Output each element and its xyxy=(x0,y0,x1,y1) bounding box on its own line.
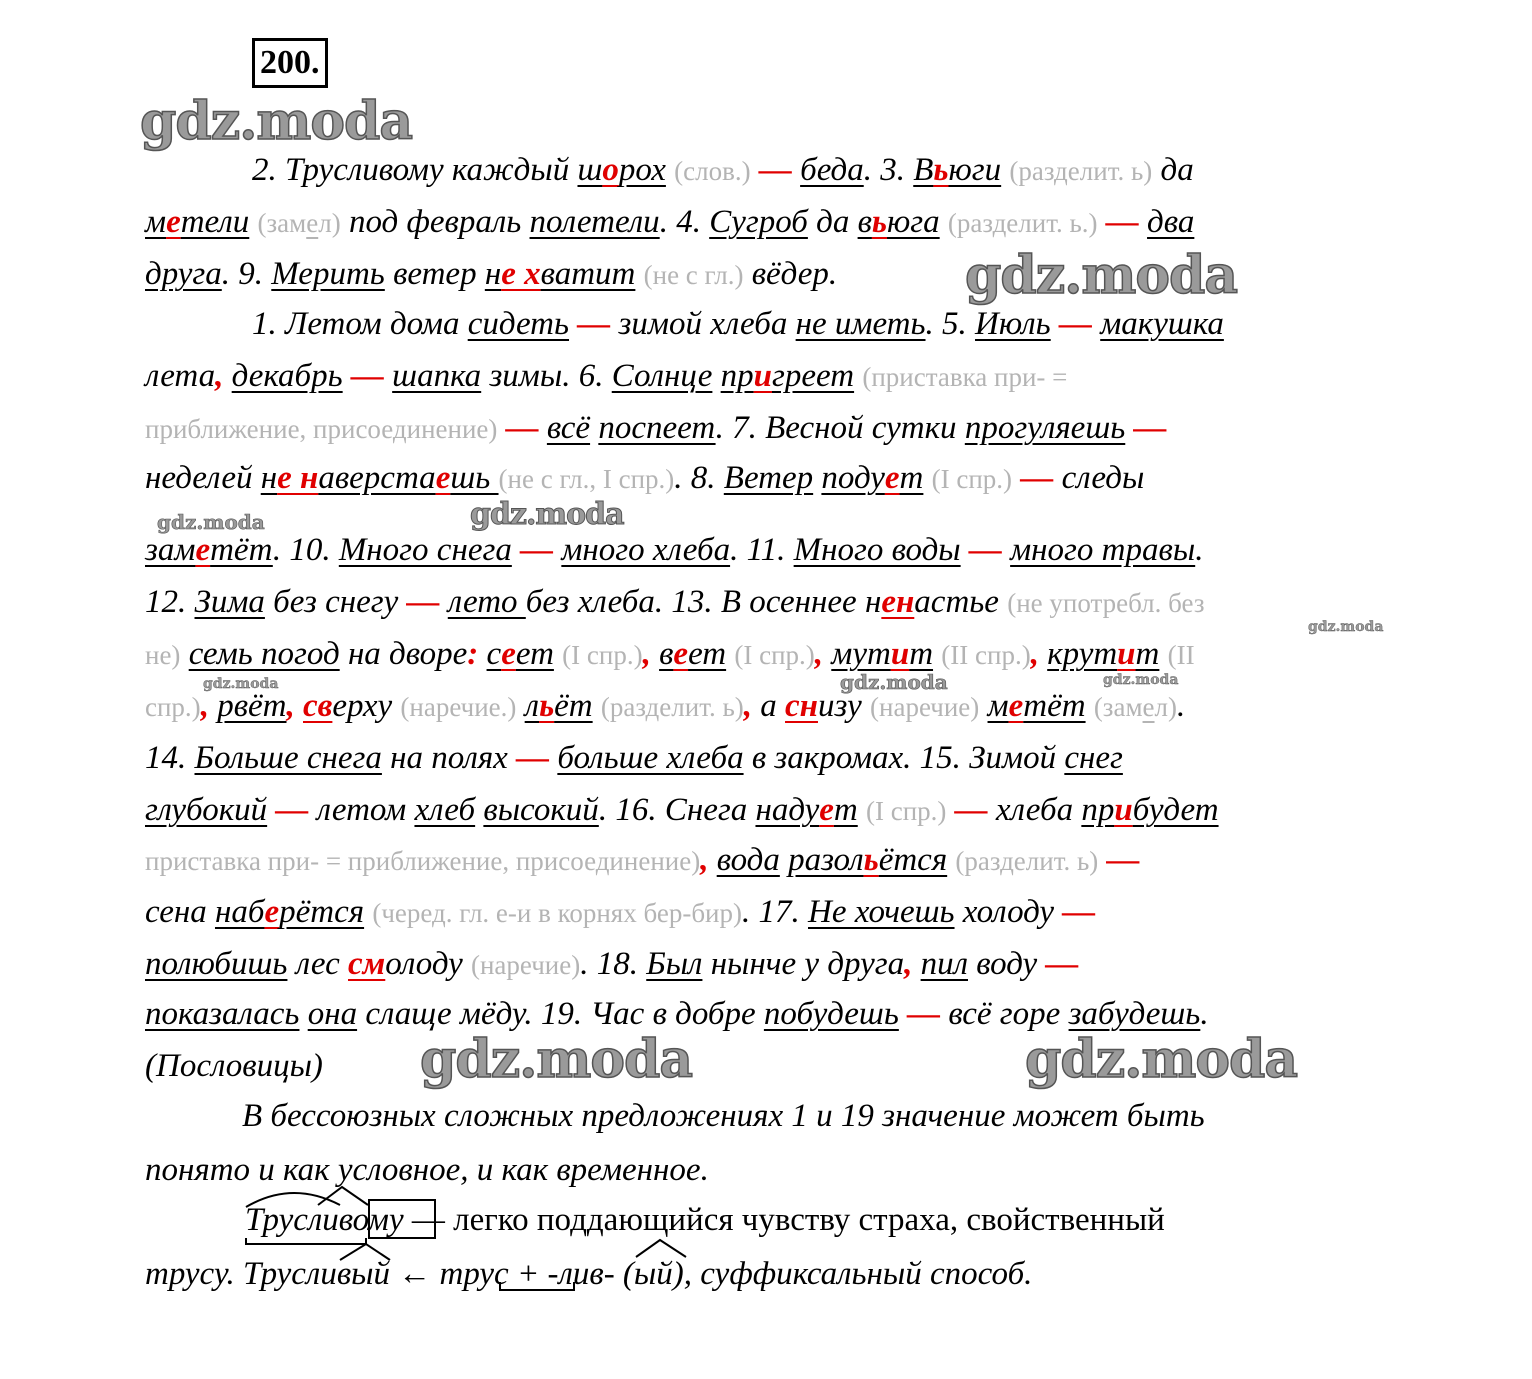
text-fragment: она xyxy=(307,996,358,1032)
grammar-note: е xyxy=(306,208,319,238)
highlighted-spelling: е xyxy=(195,532,211,568)
text-fragment: да xyxy=(1152,152,1194,188)
text-fragment: показалась xyxy=(145,996,300,1032)
text-fragment: слаще мёду. 19. Час в добре xyxy=(357,996,764,1032)
text-fragment: ш xyxy=(577,152,603,188)
highlighted-spelling: св xyxy=(303,688,333,724)
text-fragment: мут xyxy=(831,636,891,672)
text-fragment: Ветер xyxy=(723,460,814,496)
highlighted-spelling: е xyxy=(264,894,280,930)
text-fragment: зам xyxy=(145,532,196,568)
text-fragment: два xyxy=(1147,204,1195,240)
highlighted-spelling: — xyxy=(1105,204,1139,240)
text-fragment: наб xyxy=(214,894,265,930)
highlighted-spelling: е н xyxy=(277,460,319,496)
text-fragment: на дворе xyxy=(339,636,468,672)
text-fragment: семь погод xyxy=(188,636,340,672)
grammar-note: (не с гл.) xyxy=(643,260,744,290)
text-fragment: ветер xyxy=(384,256,485,292)
text-fragment: наду xyxy=(755,792,820,828)
text-fragment: полетели xyxy=(529,204,660,240)
grammar-note: (I спр.) xyxy=(562,640,643,670)
highlighted-spelling: о xyxy=(602,152,619,188)
text-fragment: Много снега xyxy=(338,532,512,568)
text-fragment: много травы xyxy=(1010,532,1196,568)
text-fragment: неделей xyxy=(145,460,261,496)
text-fragment: полюбишь xyxy=(145,946,288,982)
text-fragment: высокий xyxy=(483,792,599,828)
text-fragment: . 8. xyxy=(674,460,724,496)
highlighted-spelling: е xyxy=(673,636,689,672)
text-fragment: трусу. Трусливый ← xyxy=(145,1256,440,1292)
text-fragment: В бессоюзных сложных предложениях 1 и 19 значение может быть xyxy=(242,1098,1205,1134)
text-fragment: рвёт xyxy=(217,688,287,724)
text-fragment: + - xyxy=(508,1256,559,1292)
ending-box xyxy=(369,1200,435,1238)
highlighted-spelling: , xyxy=(215,358,224,394)
text-fragment: трус xyxy=(439,1256,509,1292)
text-fragment: . 3. xyxy=(863,152,914,188)
watermark: gdz.moda xyxy=(470,497,624,532)
text-fragment: В xyxy=(913,152,934,188)
grammar-note: (наречие) xyxy=(870,692,980,722)
text-fragment: Мерить xyxy=(271,256,385,292)
text-fragment: н xyxy=(484,256,502,292)
highlighted-spelling: ен xyxy=(881,584,915,620)
text-fragment: Не хочешь xyxy=(808,894,955,930)
highlighted-spelling: и xyxy=(753,358,772,394)
text-fragment: . 16. Снега xyxy=(598,792,756,828)
highlighted-spelling: — xyxy=(406,584,440,620)
text-fragment: в закромах. 15. Зимой xyxy=(743,740,1065,776)
highlighted-spelling: , xyxy=(642,636,651,672)
text-fragment: астье xyxy=(914,584,1008,620)
watermark: gdz.moda xyxy=(1103,672,1179,688)
highlighted-spelling: е xyxy=(1008,688,1024,724)
text-fragment: 2. Трусливому каждый xyxy=(252,152,578,188)
text-fragment: побудешь xyxy=(763,996,899,1032)
text-fragment: зимы. 6. xyxy=(481,358,612,394)
text-fragment: холоду xyxy=(954,894,1063,930)
grammar-note: (I спр.) xyxy=(866,796,947,826)
highlighted-spelling: — xyxy=(275,792,309,828)
suffix-caret xyxy=(318,1187,368,1205)
text-fragment: ет xyxy=(688,636,727,672)
grammar-note: (слов.) xyxy=(674,156,751,186)
highlighted-spelling: е xyxy=(819,792,834,828)
highlighted-spelling: — xyxy=(350,358,384,394)
text-fragment: нынче у друга xyxy=(702,946,905,982)
text-fragment: Июль xyxy=(975,306,1051,342)
highlighted-spelling: ь xyxy=(871,204,888,240)
text-fragment: юги xyxy=(948,152,1002,188)
watermark: gdz.moda xyxy=(1025,1029,1298,1090)
text-fragment: всё xyxy=(546,410,591,446)
text-fragment: поспеет xyxy=(598,410,716,446)
text-fragment: . xyxy=(1177,688,1186,724)
text-fragment: греет xyxy=(772,358,855,394)
suffix-link xyxy=(340,1244,390,1260)
text-fragment: сена xyxy=(145,894,215,930)
highlighted-spelling: — xyxy=(968,532,1002,568)
highlighted-spelling: — xyxy=(505,410,539,446)
text-fragment: шапка xyxy=(392,358,482,394)
text-fragment: . 4. xyxy=(659,204,710,240)
highlighted-spelling: , xyxy=(286,688,295,724)
text-fragment: лив xyxy=(558,1256,604,1292)
text-fragment: Трусливому xyxy=(245,1202,404,1238)
highlighted-spelling: , xyxy=(200,688,209,724)
text-fragment: изу xyxy=(817,688,871,724)
highlighted-spelling: , xyxy=(700,842,709,878)
highlighted-spelling: — xyxy=(907,996,941,1032)
highlighted-spelling: и xyxy=(1114,792,1133,828)
highlighted-spelling: — xyxy=(1062,894,1096,930)
text-fragment: . xyxy=(1195,532,1204,568)
text-fragment: пр xyxy=(1081,792,1115,828)
grammar-note: (не употребл. без xyxy=(1007,588,1205,618)
highlighted-spelling: — xyxy=(1133,410,1167,446)
grammar-note: спр.) xyxy=(145,692,201,722)
text-fragment: не иметь xyxy=(795,306,926,342)
text-fragment: . 5. xyxy=(925,306,976,342)
highlighted-spelling: , xyxy=(814,636,824,672)
grammar-note: (I спр.) xyxy=(931,464,1013,494)
highlighted-spelling: — xyxy=(954,792,988,828)
highlighted-spelling: е xyxy=(884,460,900,496)
highlighted-spelling: ь xyxy=(863,842,879,878)
text-fragment: . 11. xyxy=(730,532,794,568)
text-fragment: . 18. xyxy=(580,946,647,982)
highlighted-spelling: , xyxy=(1030,636,1039,672)
text-fragment: ватит xyxy=(540,256,636,292)
watermark: gdz.moda xyxy=(840,670,948,694)
text-fragment: рох xyxy=(618,152,666,188)
text-fragment: - (ый), суффиксальный способ. xyxy=(603,1256,1033,1292)
grammar-note: л) xyxy=(318,208,341,238)
text-fragment: 12. xyxy=(145,584,195,620)
text-fragment: летом xyxy=(308,792,415,828)
text-fragment: макушка xyxy=(1100,306,1224,342)
grammar-note: е xyxy=(1142,692,1155,722)
grammar-note: (разделит. ь) xyxy=(600,692,744,722)
highlighted-spelling: см xyxy=(348,946,386,982)
watermark: gdz.moda xyxy=(203,676,279,692)
grammar-note: (зам xyxy=(1093,692,1143,722)
exercise-number-dot: . xyxy=(311,44,320,81)
text-fragment: олоду xyxy=(385,946,471,982)
grammar-note: приставка при- = приближение, присоединение) xyxy=(145,846,701,876)
text-fragment: . 7. Весной сутки xyxy=(715,410,965,446)
text-fragment: с xyxy=(486,636,502,672)
watermark: gdz.moda xyxy=(1308,619,1384,635)
exercise-number-text: 200 xyxy=(260,44,311,81)
text-fragment: 1. Летом дома xyxy=(252,306,468,342)
grammar-note: (II xyxy=(1167,640,1195,670)
text-fragment: . 10. xyxy=(272,532,339,568)
text-fragment: ерху xyxy=(332,688,401,724)
text-fragment: . 17. xyxy=(742,894,808,930)
text-fragment: ёт xyxy=(554,688,593,724)
highlighted-spelling: : xyxy=(467,636,479,672)
highlighted-spelling: — xyxy=(1106,842,1140,878)
grammar-note: приближение, присоединение) xyxy=(145,414,498,444)
text-fragment: в xyxy=(857,204,872,240)
text-fragment: глубокий xyxy=(145,792,268,828)
text-fragment: Больше снега xyxy=(194,740,382,776)
grammar-note: (приставка при- = xyxy=(862,362,1068,392)
text-fragment: зимой хлеба xyxy=(610,306,796,342)
text-fragment: Зима xyxy=(194,584,265,620)
highlighted-spelling: е х xyxy=(501,256,541,292)
text-fragment: ётся xyxy=(878,842,948,878)
text-fragment: крут xyxy=(1047,636,1118,672)
text-fragment: рётся xyxy=(279,894,365,930)
text-fragment: т xyxy=(909,636,934,672)
text-fragment: понято и как условное, и как временное. xyxy=(145,1152,709,1188)
text-fragment: забудешь xyxy=(1068,996,1201,1032)
text-fragment: Солнце xyxy=(611,358,713,394)
highlighted-spelling: и xyxy=(1117,636,1136,672)
text-fragment: сидеть xyxy=(467,306,570,342)
text-fragment: хлеб xyxy=(414,792,476,828)
text-fragment: поду xyxy=(821,460,885,496)
text-fragment: лес xyxy=(287,946,349,982)
text-fragment: Много воды xyxy=(793,532,961,568)
text-fragment: друга xyxy=(145,256,222,292)
suffix-caret xyxy=(636,1240,686,1257)
text-fragment: лето xyxy=(447,584,526,620)
text-fragment: аверста xyxy=(318,460,436,496)
watermark: gdz.moda xyxy=(965,245,1238,306)
text-fragment: — легко поддающийся чувству страха, свойственный xyxy=(403,1202,1165,1238)
grammar-note: не) xyxy=(145,640,181,670)
text-fragment: пил xyxy=(920,946,968,982)
text-fragment: вода xyxy=(716,842,780,878)
grammar-note: (наречие) xyxy=(470,950,581,980)
grammar-note: (разделит. ь) xyxy=(955,846,1099,876)
text-fragment: да xyxy=(807,204,858,240)
text-fragment: разол xyxy=(788,842,864,878)
text-fragment: на полях xyxy=(381,740,517,776)
text-fragment: Был xyxy=(646,946,703,982)
watermark: gdz.moda xyxy=(420,1029,693,1090)
grammar-note: л) xyxy=(1154,692,1177,722)
text-fragment: декабрь xyxy=(231,358,343,394)
text-fragment: лета xyxy=(145,358,216,394)
text-fragment: т xyxy=(899,460,924,496)
highlighted-spelling: , xyxy=(743,688,753,724)
grammar-note: (наречие.) xyxy=(400,692,517,722)
watermark: gdz.moda xyxy=(140,91,413,152)
text-fragment: тели xyxy=(180,204,250,240)
text-fragment: (Пословицы) xyxy=(145,1048,323,1084)
highlighted-spelling: сн xyxy=(785,688,818,724)
highlighted-spelling: е xyxy=(166,204,181,240)
text-fragment: шь xyxy=(450,460,499,496)
text-fragment: л xyxy=(524,688,540,724)
highlighted-spelling: и xyxy=(890,636,910,672)
highlighted-spelling: е xyxy=(501,636,516,672)
text-fragment: ет xyxy=(515,636,554,672)
highlighted-spelling: — xyxy=(1020,460,1054,496)
text-fragment: а xyxy=(752,688,786,724)
highlighted-spelling: — xyxy=(520,532,554,568)
highlighted-spelling: ь xyxy=(539,688,555,724)
text-fragment: тёт xyxy=(210,532,273,568)
text-fragment: . 9. xyxy=(221,256,272,292)
text-fragment: снег xyxy=(1064,740,1123,776)
text-fragment: в xyxy=(659,636,674,672)
text-fragment: следы xyxy=(1053,460,1145,496)
highlighted-spelling: — xyxy=(577,306,611,342)
watermark: gdz.moda xyxy=(157,510,265,534)
text-fragment: без хлеба. 13. В осеннее н xyxy=(525,584,882,620)
text-fragment: т xyxy=(833,792,858,828)
text-fragment: много хлеба xyxy=(561,532,731,568)
text-fragment: воду xyxy=(968,946,1046,982)
highlighted-spelling: ь xyxy=(933,152,949,188)
grammar-note: (разделит. ь.) xyxy=(947,208,1098,238)
text-fragment: м xyxy=(145,204,167,240)
text-fragment: вёдер. xyxy=(743,256,838,292)
text-fragment: будет xyxy=(1132,792,1219,828)
highlighted-spelling: е xyxy=(435,460,451,496)
text-fragment: пр xyxy=(720,358,754,394)
grammar-note: (черед. гл. е-и в корнях бер-бир) xyxy=(372,898,742,928)
grammar-note: (I спр.) xyxy=(734,640,815,670)
highlighted-spelling: , xyxy=(904,946,913,982)
stem-bracket xyxy=(246,1238,366,1244)
highlighted-spelling: — xyxy=(1058,306,1092,342)
root-bracket xyxy=(500,1282,574,1290)
text-fragment: юга xyxy=(887,204,940,240)
text-fragment: т xyxy=(1135,636,1160,672)
highlighted-spelling: — xyxy=(758,152,792,188)
text-fragment: н xyxy=(260,460,278,496)
text-fragment: тёт xyxy=(1023,688,1086,724)
highlighted-spelling: — xyxy=(516,740,550,776)
text-fragment: всё горе xyxy=(940,996,1069,1032)
text-fragment: хлеба xyxy=(987,792,1082,828)
text-fragment: беда xyxy=(800,152,864,188)
grammar-note: (зам xyxy=(257,208,307,238)
text-fragment: 14. xyxy=(145,740,195,776)
text-fragment: без снегу xyxy=(264,584,407,620)
grammar-note: (II спр.) xyxy=(941,640,1031,670)
text-fragment: м xyxy=(987,688,1009,724)
grammar-note: (не с гл., I спр.) xyxy=(498,464,675,494)
text-fragment: Сугроб xyxy=(709,204,808,240)
text-fragment: больше хлеба xyxy=(557,740,744,776)
text-fragment: под февраль xyxy=(340,204,530,240)
text-fragment: прогуляешь xyxy=(964,410,1126,446)
text-fragment: . xyxy=(1200,996,1209,1032)
highlighted-spelling: — xyxy=(1045,946,1079,982)
grammar-note: (разделит. ь) xyxy=(1009,156,1153,186)
